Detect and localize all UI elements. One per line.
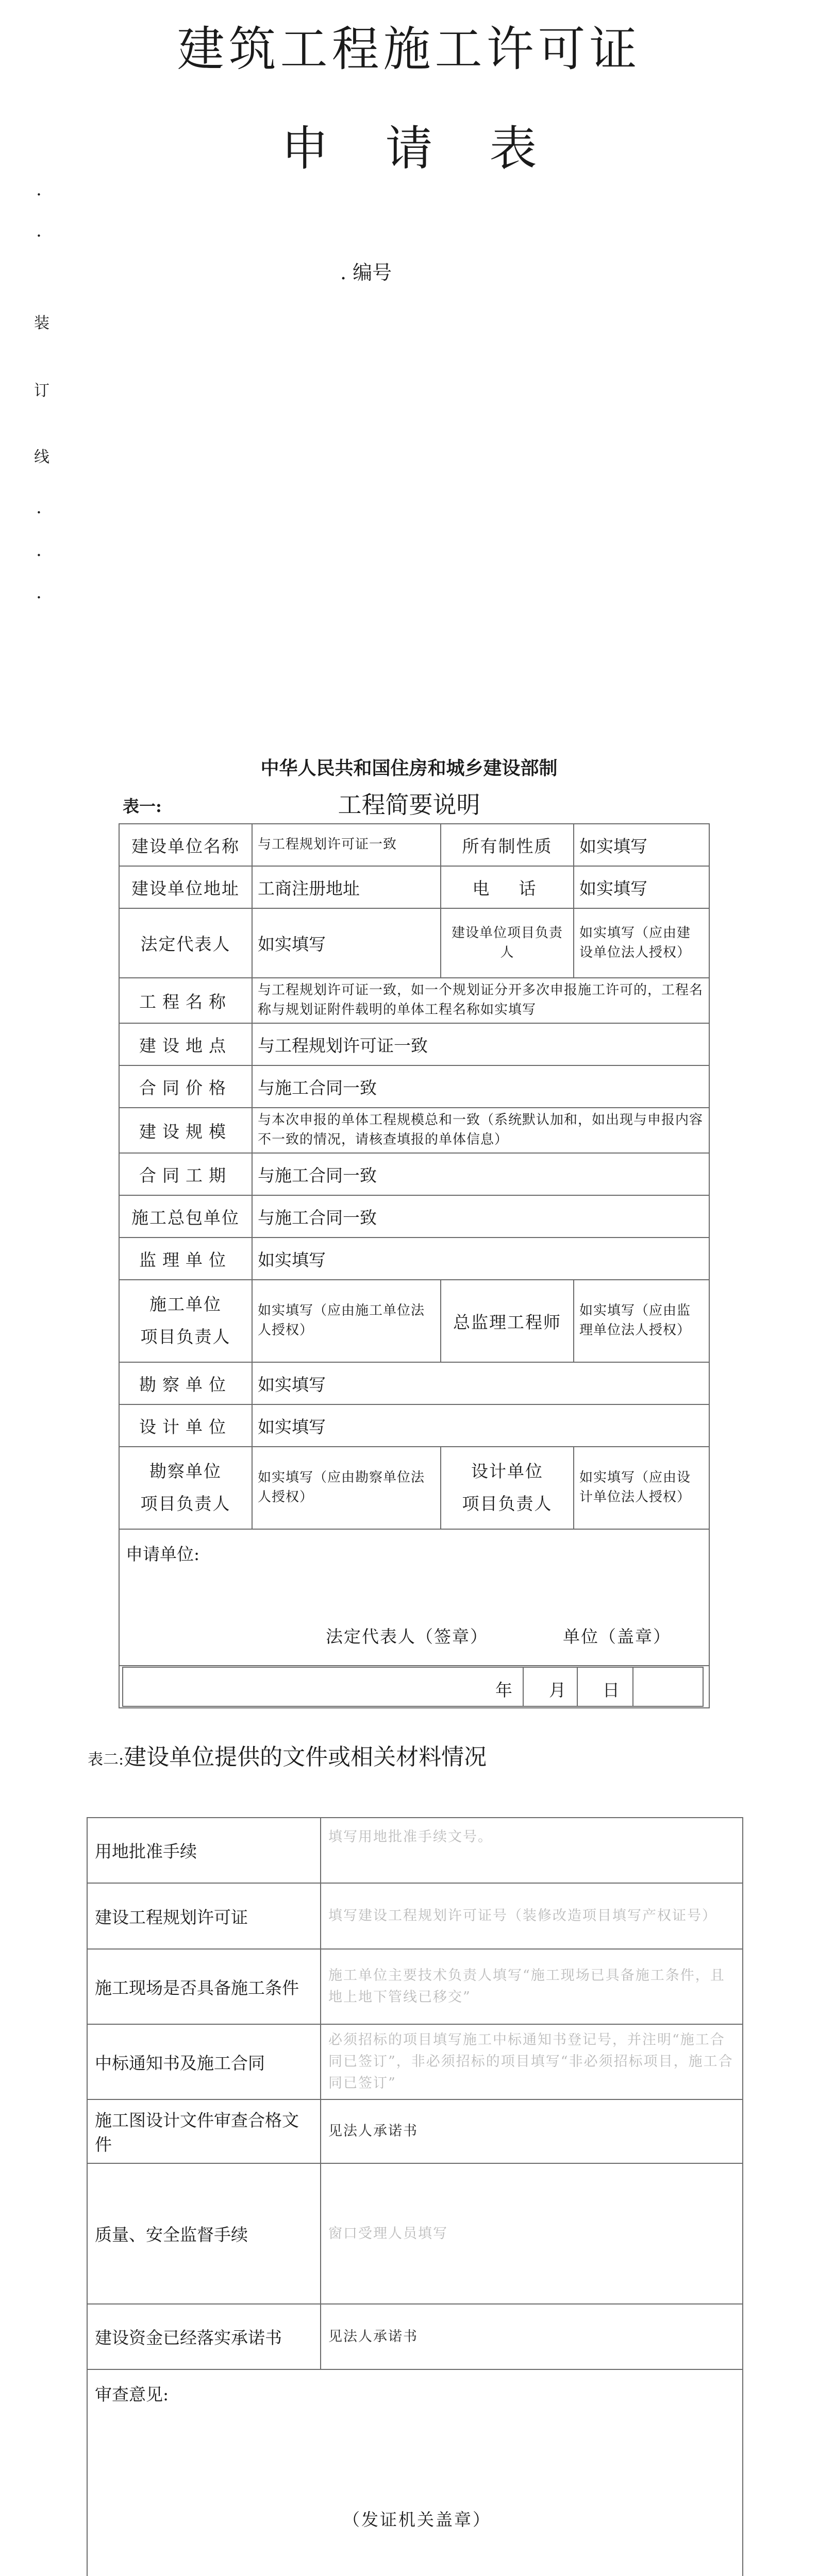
legal-rep-value[interactable]: 如实填写	[252, 908, 441, 978]
date-divider	[632, 1668, 633, 1706]
table1-label: 表一:	[123, 796, 162, 816]
application-date-row	[119, 1666, 709, 1708]
builder-name-value[interactable]: 与工程规划许可证一致	[252, 824, 441, 866]
applicant-section[interactable]	[119, 1529, 709, 1666]
contractor-value[interactable]: 与施工合同一致	[252, 1195, 709, 1238]
materials-row-desc[interactable]: 施工单位主要技术负责人填写“施工现场已具备施工条件，且地上地下管线已移交”	[321, 1949, 743, 2024]
survey-value[interactable]: 如实填写	[252, 1362, 709, 1404]
date-divider	[523, 1668, 524, 1706]
scale-label: 建设规模	[119, 1108, 252, 1153]
supervisor-value[interactable]: 如实填写	[252, 1238, 709, 1280]
builder-address-value[interactable]: 工商注册地址	[252, 866, 441, 908]
location-label: 建设地点	[119, 1023, 252, 1065]
form-title: 建筑工程施工许可证	[177, 22, 641, 77]
date-divider	[577, 1668, 578, 1706]
contractor-label: 施工总包单位	[119, 1195, 252, 1238]
contract-period-label: 合同工期	[119, 1153, 252, 1195]
location-value[interactable]: 与工程规划许可证一致	[252, 1023, 709, 1065]
design-value[interactable]: 如实填写	[252, 1404, 709, 1447]
design-label: 设计单位	[119, 1404, 252, 1447]
date-day-label: 日	[603, 1680, 620, 1700]
materials-row-desc[interactable]: 填写建设工程规划许可证号（装修改造项目填写产权证号）	[321, 1883, 743, 1949]
contractor-pm-label-line1: 施工单位	[149, 1294, 222, 1315]
project-name-value[interactable]: 与工程规划许可证一致，如一个规划证分开多次申报施工许可的，工程名称与规划证附件载明的单体工程名称如实填写	[252, 978, 709, 1023]
binding-dot: .	[36, 497, 42, 518]
issuer-ministry: 中华人民共和国住房和城乡建设部制	[260, 757, 558, 779]
survey-label: 勘察单位	[119, 1362, 252, 1404]
unit-seal: 单位（盖章）	[563, 1626, 671, 1647]
materials-row-desc[interactable]: 见法人承诺书	[321, 2304, 743, 2369]
materials-row-label: 中标通知书及施工合同	[87, 2024, 321, 2099]
design-pm-label	[441, 1447, 574, 1529]
ownership-value[interactable]: 如实填写	[574, 824, 709, 866]
contract-period-value[interactable]: 与施工合同一致	[252, 1153, 709, 1195]
materials-row-desc[interactable]: 填写用地批准手续文号。	[321, 1818, 743, 1883]
contract-price-value[interactable]: 与施工合同一致	[252, 1065, 709, 1108]
review-opinion-label: 审查意见:	[95, 2384, 169, 2404]
legal-rep-label: 法定代表人	[119, 908, 252, 978]
design-pm-value[interactable]: 如实填写（应由设计单位法人授权）	[574, 1447, 709, 1529]
materials-row-label: 施工图设计文件审查合格文件	[87, 2099, 321, 2163]
builder-pm-value[interactable]: 如实填写（应由建设单位法人授权）	[574, 908, 709, 978]
materials-row-label: 建设工程规划许可证	[87, 1883, 321, 1949]
chief-supervisor-label: 总监理工程师	[441, 1280, 574, 1362]
form-subtitle: 申请表	[281, 121, 594, 176]
application-date-box[interactable]	[122, 1667, 704, 1707]
date-month-label: 月	[549, 1680, 566, 1700]
phone-label: 电 话	[441, 866, 574, 908]
supervisor-label: 监理单位	[119, 1238, 252, 1280]
materials-row-desc[interactable]: 见法人承诺书	[321, 2099, 743, 2163]
materials-row-label: 质量、安全监督手续	[87, 2163, 321, 2304]
contractor-pm-label-line2: 项目负责人	[140, 1327, 231, 1347]
materials-row-desc[interactable]: 窗口受理人员填写	[321, 2163, 743, 2304]
materials-row-label: 用地批准手续	[87, 1818, 321, 1883]
survey-pm-value[interactable]: 如实填写（应由勘察单位法人授权）	[252, 1447, 441, 1529]
contractor-pm-label	[119, 1280, 252, 1362]
serial-number-label: . 编号	[340, 261, 392, 284]
issuing-authority-seal: （发证机关盖章）	[343, 2510, 491, 2530]
scale-value[interactable]: 与本次申报的单体工程规模总和一致（系统默认加和，如出现与申报内容不一致的情况，请核查填报的单体信息）	[252, 1108, 709, 1153]
design-pm-label-line1: 设计单位	[471, 1461, 543, 1482]
binding-char: 线	[34, 448, 49, 466]
materials-row-label: 建设资金已经落实承诺书	[87, 2304, 321, 2369]
table1-title: 工程简要说明	[338, 791, 480, 819]
builder-name-label: 建设单位名称	[119, 824, 252, 866]
survey-pm-label-line2: 项目负责人	[140, 1494, 231, 1514]
project-name-label: 工程名称	[119, 978, 252, 1023]
date-year-label: 年	[495, 1680, 512, 1700]
materials-row-desc[interactable]: 必须招标的项目填写施工中标通知书登记号，并注明“施工合同已签订”，非必须招标的项目填写“非必须招标项目，施工合同已签订”	[321, 2024, 743, 2099]
applicant-label: 申请单位:	[126, 1544, 200, 1564]
phone-value[interactable]: 如实填写	[574, 866, 709, 908]
builder-address-label: 建设单位地址	[119, 866, 252, 908]
binding-dot: .	[36, 582, 42, 603]
table2-prefix: 表二:	[88, 1751, 124, 1769]
materials-table	[87, 1817, 743, 2576]
chief-supervisor-value[interactable]: 如实填写（应由监理单位法人授权）	[574, 1280, 709, 1362]
ownership-label: 所有制性质	[441, 824, 574, 866]
binding-dot: .	[36, 179, 42, 200]
table2-heading	[88, 1738, 487, 1771]
table2-title: 建设单位提供的文件或相关材料情况	[124, 1744, 487, 1770]
survey-pm-label-line1: 勘察单位	[149, 1461, 222, 1482]
contract-price-label: 合同价格	[119, 1065, 252, 1108]
design-pm-label-line2: 项目负责人	[462, 1494, 553, 1514]
survey-pm-label	[119, 1447, 252, 1529]
binding-dot: .	[36, 221, 42, 241]
binding-char: 订	[34, 382, 49, 400]
binding-dot: .	[36, 540, 42, 561]
legal-rep-signature: 法定代表人（签章）	[326, 1626, 488, 1647]
materials-row-label: 施工现场是否具备施工条件	[87, 1949, 321, 2024]
builder-pm-label: 建设单位项目负责人	[441, 908, 574, 978]
binding-char: 装	[34, 314, 49, 332]
contractor-pm-value[interactable]: 如实填写（应由施工单位法人授权）	[252, 1280, 441, 1362]
review-section[interactable]	[87, 2369, 743, 2576]
project-summary-table	[119, 823, 710, 1708]
